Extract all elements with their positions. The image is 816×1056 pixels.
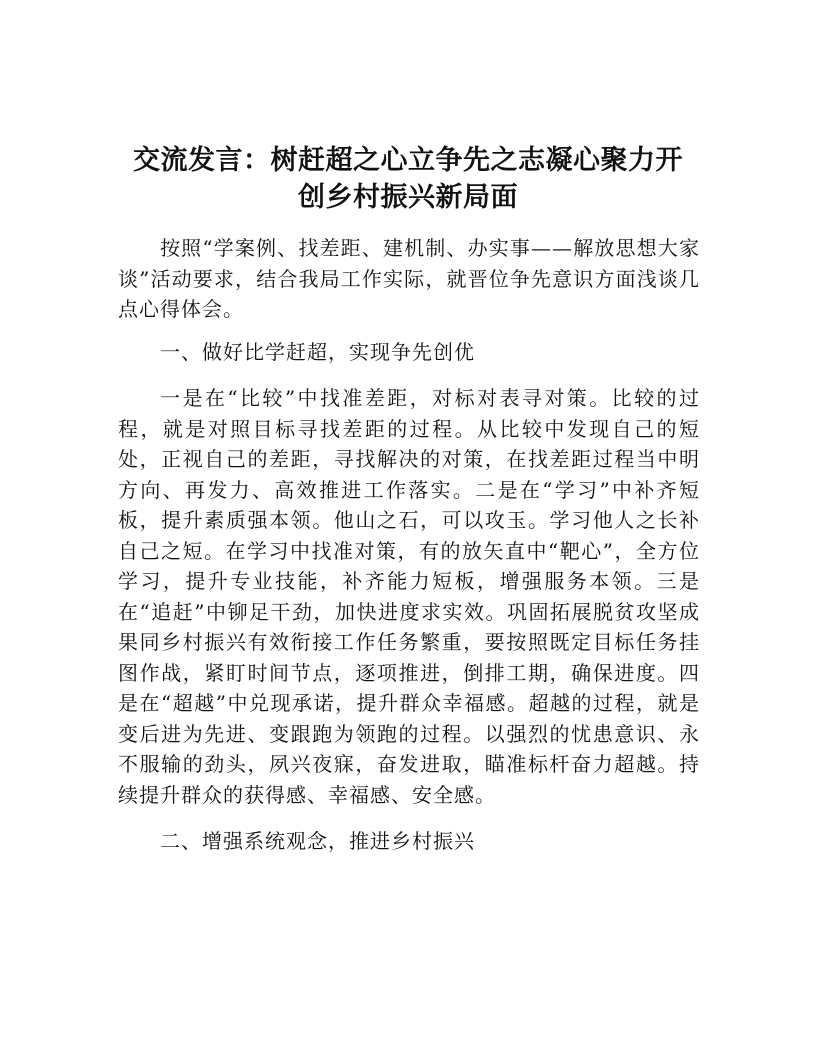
section-2-heading: 二、增强系统观念，推进乡村振兴 <box>160 829 475 853</box>
document-title <box>100 142 716 216</box>
intro-paragraph: 按照“学案例、找差距、建机制、办实事——解放思想大家谈”活动要求，结合我局工作实际，就晋位争先意识方面浅谈几点心得体会。 <box>118 236 700 321</box>
title-line-2: 创乡村振兴新局面 <box>298 182 518 213</box>
section-1-paragraph: 一是在“比较”中找准差距，对标对表寻对策。比较的过程，就是对照目标寻找差距的过程。从比较中发现自己的短处，正视自己的差距，寻找解决的对策，在找差距过程当中明方向、再发力、高效推进工作落实。二是在“学习”中补齐短板，提升素质强本领。他山之石，可以攻玉。学习他人之长补自己之短。在学习中找准对策，有的放矢直中“靶心”，全方位学习，提升专业技能，补齐能力短板，增强服务本领。三是在“追赶”中铆足干劲，加快进度求实效。巩固拓展脱贫攻坚成果同乡村振兴有效衔接工作任务繁重，要按照既定目标任务挂图作战，紧盯时间节点，逐项推进，倒排工期，确保进度。四是在“超越”中兑现承诺，提升群众幸福感。超越的过程，就是变后进为先进、变跟跑为领跑的过程。以强烈的忧患意识、永不服输的劲头，夙兴夜寐，奋发进取，瞄准标杆奋力超越。持续提升群众的获得感、幸福感、安全感。 <box>118 386 700 807</box>
title-line-1: 交流发言：树赶超之心立争先之志凝心聚力开 <box>133 145 683 176</box>
document-body <box>118 233 700 857</box>
spacer <box>118 325 700 337</box>
section-1-heading: 一、做好比学赶超，实现争先创优 <box>160 339 475 364</box>
spacer <box>118 367 700 383</box>
spacer <box>118 810 700 826</box>
